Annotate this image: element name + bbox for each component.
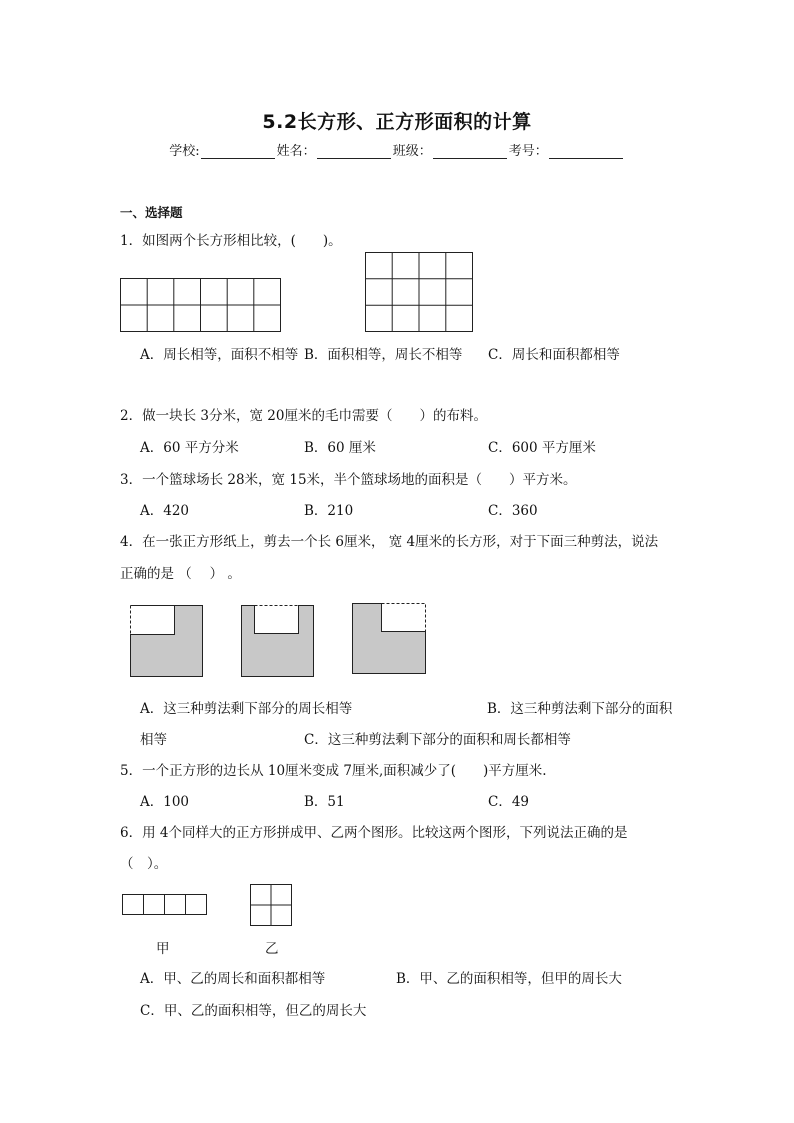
question-3-option-a[interactable]: A．420 [140,503,190,519]
page-title: 5.2长方形、正方形面积的计算 [262,111,532,133]
class-label: 班级： [392,144,432,159]
name-label: 姓名： [276,144,316,159]
question-2-stem: 2．做一块长 3分米，宽 20厘米的毛巾需要（ ）的布料。 [120,408,487,424]
question-1-stem: 1．如图两个长方形相比较，( )。 [120,233,342,249]
figure-label-jia: 甲 [156,941,170,957]
figure-yi-2x2 [251,885,292,926]
question-2-option-b[interactable]: B．60 厘米 [304,440,376,456]
question-4-option-c[interactable]: C．这三种剪法剩下部分的面积和周长都相等 [304,732,571,748]
question-4-option-b[interactable]: B．这三种剪法剩下部分的面积 [487,701,673,717]
question-3-stem: 3．一个篮球场长 28米，宽 15米，半个篮球场地的面积是（ ）平方米。 [120,472,577,488]
question-5-option-b[interactable]: B．51 [304,794,345,810]
question-6-option-a[interactable]: A．甲、乙的周长和面积都相等 [140,971,326,987]
question-4-option-a[interactable]: A．这三种剪法剩下部分的周长相等 [140,701,353,717]
question-1-option-a[interactable]: A．周长相等，面积不相等 [140,347,299,363]
question-5-option-a[interactable]: A．100 [140,794,190,810]
question-1-option-c[interactable]: C．周长和面积都相等 [488,347,620,363]
school-label: 学校: [169,144,200,159]
id-label: 考号： [508,144,548,159]
section-heading: 一、选择题 [120,205,183,220]
question-6-stem-line-1: 6．用 4个同样大的正方形拼成甲、乙两个图形。比较这两个图形，下列说法正确的是 [120,825,628,841]
question-2-option-c[interactable]: C．600 平方厘米 [488,440,596,456]
question-4-stem-line-1: 4．在一张正方形纸上，剪去一个长 6厘米， 宽 4厘米的长方形，对于下面三种剪法，说法 [120,534,659,550]
question-5-stem: 5．一个正方形的边长从 10厘米变成 7厘米,面积减少了( )平方厘米. [120,763,547,779]
question-1-option-b[interactable]: B．面积相等，周长不相等 [304,347,463,363]
question-6-option-c[interactable]: C．甲、乙的面积相等，但乙的周长大 [140,1003,367,1019]
question-3-option-c[interactable]: C．360 [488,503,538,519]
question-2-option-a[interactable]: A．60 平方分米 [140,440,239,456]
figure-label-yi: 乙 [265,941,279,957]
question-3-option-b[interactable]: B．210 [304,503,354,519]
question-5-option-c[interactable]: C．49 [488,794,530,810]
question-4-option-b-continued[interactable]: 相等 [140,732,167,748]
figure-jia-1x4 [123,895,207,915]
question-6-stem-line-2: （ ）。 [120,856,168,872]
question-4-stem-line-2: 正确的是 （ ） 。 [120,566,241,582]
question-6-option-b[interactable]: B．甲、乙的面积相等，但甲的周长大 [396,971,622,987]
